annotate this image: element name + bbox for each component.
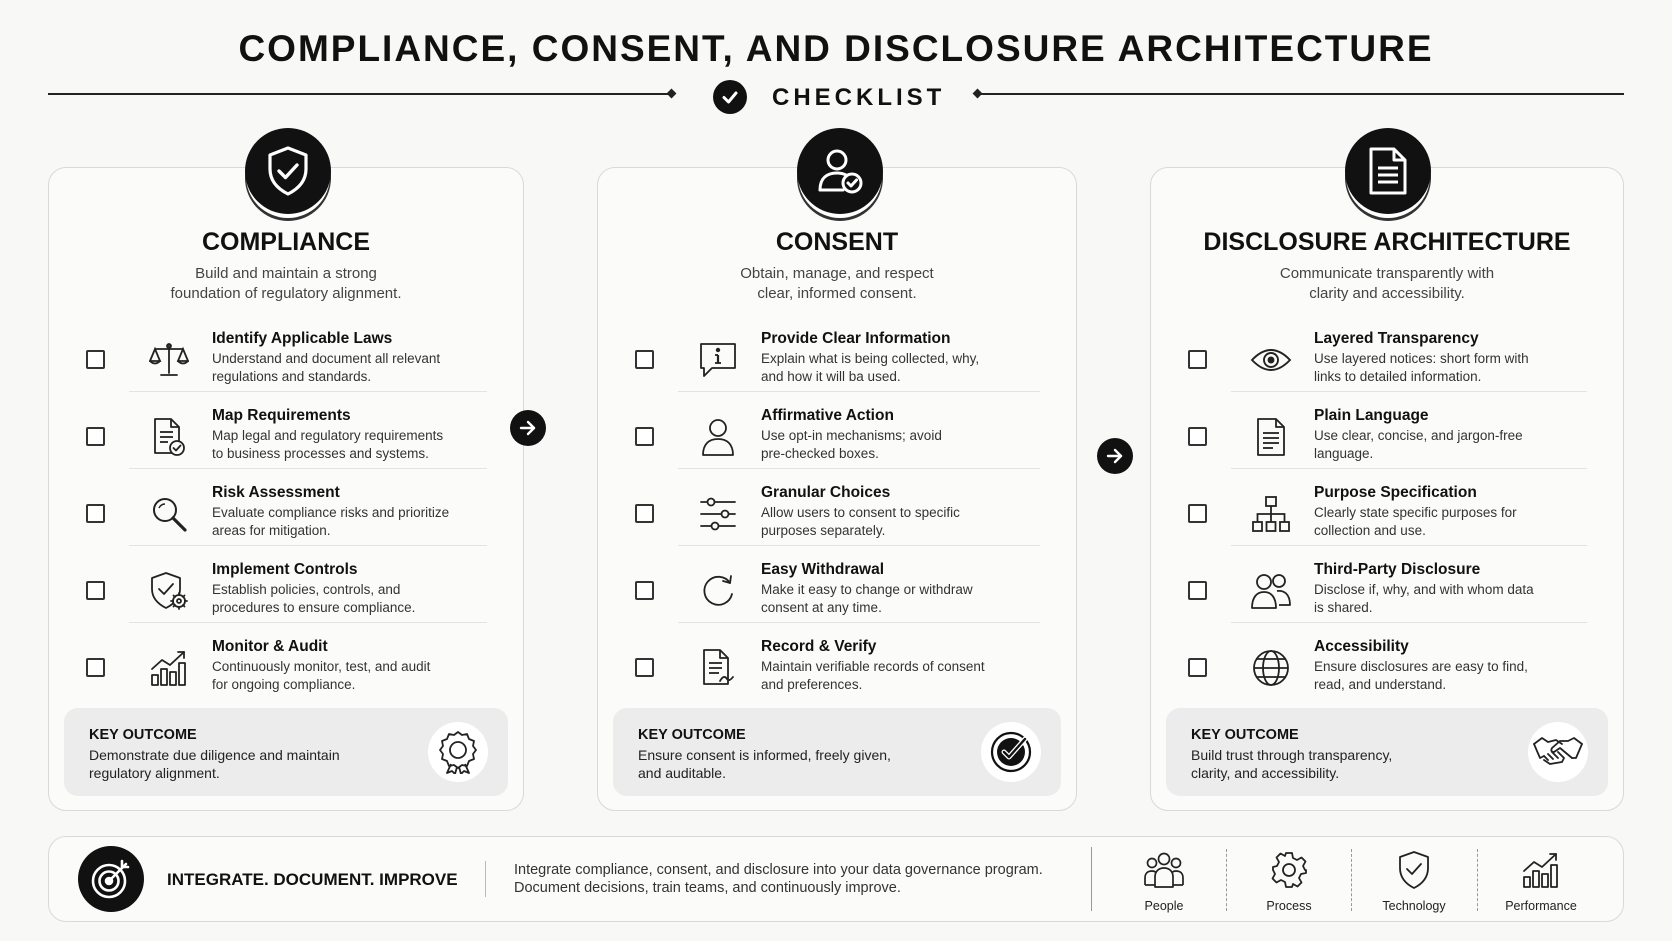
outcome-description: Build trust through transparency, clarity, and accessibility. (1191, 747, 1393, 781)
column-description: Obtain, manage, and respect clear, informed consent. (740, 265, 934, 302)
item-description: Explain what is being collected, why, and how it will ba used. (761, 351, 980, 384)
item-description: Ensure disclosures are easy to find, read, and understand. (1314, 659, 1528, 692)
checklist-item (1151, 484, 1623, 560)
item-title: Record & Verify (761, 638, 877, 655)
checklist-item (1151, 330, 1623, 406)
checklist-item (598, 484, 1076, 560)
item-description: Use layered notices: short form with links to detailed information. (1314, 351, 1529, 384)
item-separator (129, 545, 487, 546)
item-title: Granular Choices (761, 484, 891, 501)
check-circle-icon (981, 722, 1041, 782)
item-title: Risk Assessment (212, 484, 340, 501)
checkbox[interactable] (1188, 350, 1207, 369)
eye-icon (1249, 338, 1293, 382)
item-description: Allow users to consent to specific purposes separately. (761, 505, 960, 538)
item-separator (129, 468, 487, 469)
item-separator (1231, 468, 1587, 469)
disclosure-card (1150, 167, 1624, 811)
user-check-icon (797, 128, 883, 214)
item-title: Layered Transparency (1314, 330, 1479, 347)
handshake-icon (1528, 722, 1588, 782)
shield-gear-icon (147, 569, 191, 613)
item-separator (129, 391, 487, 392)
item-separator (678, 391, 1040, 392)
item-title: Third-Party Disclosure (1314, 561, 1481, 578)
column-title: DISCLOSURE ARCHITECTURE (1203, 228, 1571, 256)
item-separator (678, 468, 1040, 469)
checkbox[interactable] (635, 427, 654, 446)
item-description: Maintain verifiable records of consent and preferences. (761, 659, 985, 692)
outcome-title: KEY OUTCOME (89, 727, 197, 743)
pillar-process (1234, 847, 1344, 915)
checkbox[interactable] (635, 504, 654, 523)
item-title: Purpose Specification (1314, 484, 1477, 501)
hierarchy-icon (1249, 492, 1293, 536)
pillar-performance (1486, 847, 1596, 915)
subtitle-row (48, 80, 1624, 116)
column-title: COMPLIANCE (201, 228, 371, 256)
item-description: Continuously monitor, test, and audit for ongoing compliance. (212, 659, 431, 692)
item-description: Use clear, concise, and jargon-free language. (1314, 428, 1523, 461)
person-icon (696, 415, 740, 459)
checkbox[interactable] (86, 427, 105, 446)
item-description: Understand and document all relevant regulations and standards. (212, 351, 441, 384)
shield-check-icon (245, 128, 331, 214)
checklist-item (598, 407, 1076, 483)
document-signed-icon (696, 646, 740, 690)
shield-check-icon (1359, 847, 1469, 893)
item-description: Make it easy to change or withdraw consent at any time. (761, 582, 973, 615)
checkbox[interactable] (86, 581, 105, 600)
outcome-title: KEY OUTCOME (638, 727, 746, 743)
check-circle-icon (713, 80, 747, 114)
checklist-item (49, 407, 523, 483)
checkbox[interactable] (1188, 581, 1207, 600)
checkbox[interactable] (635, 581, 654, 600)
item-title: Monitor & Audit (212, 638, 328, 655)
item-title: Easy Withdrawal (761, 561, 885, 578)
pillar-divider (1351, 849, 1352, 911)
item-description: Map legal and regulatory requirements to business processes and systems. (212, 428, 444, 461)
page-title: COMPLIANCE, CONSENT, AND DISCLOSURE ARCHITECTURE (238, 28, 1434, 69)
item-title: Plain Language (1314, 407, 1429, 424)
pillar-label: Technology (1382, 899, 1446, 913)
next-arrow-button[interactable] (510, 410, 546, 446)
checklist-item (598, 638, 1076, 714)
key-outcome (613, 708, 1061, 796)
target-icon (78, 846, 144, 912)
item-separator (1231, 622, 1587, 623)
item-title: Provide Clear Information (761, 330, 951, 347)
outcome-title: KEY OUTCOME (1191, 727, 1299, 743)
item-title: Implement Controls (212, 561, 358, 578)
next-arrow-button[interactable] (1097, 438, 1133, 474)
award-ribbon-icon (428, 722, 488, 782)
checklist-item (49, 561, 523, 637)
bottom-banner (48, 836, 1624, 922)
item-description: Use opt-in mechanisms; avoid pre-checked boxes. (761, 428, 942, 461)
checklist-item (49, 638, 523, 714)
item-separator (678, 622, 1040, 623)
column-description: Build and maintain a strong foundation of regulatory alignment. (170, 265, 402, 302)
checkbox[interactable] (86, 658, 105, 677)
pillar-people (1109, 847, 1219, 915)
item-description: Evaluate compliance risks and prioritize areas for mitigation. (212, 505, 450, 538)
bar-chart-icon (1486, 847, 1596, 893)
banner-divider (485, 861, 486, 897)
magnifier-icon (147, 492, 191, 536)
team-icon (1109, 847, 1219, 893)
consent-card (597, 167, 1077, 811)
key-outcome (1166, 708, 1608, 796)
checklist-item (1151, 407, 1623, 483)
divider-line (48, 93, 673, 95)
refresh-icon (696, 569, 740, 613)
checkbox[interactable] (1188, 504, 1207, 523)
checkbox[interactable] (86, 350, 105, 369)
growth-chart-icon (147, 646, 191, 690)
checkbox[interactable] (635, 658, 654, 677)
people-icon (1249, 569, 1293, 613)
scales-icon (147, 338, 191, 382)
pillar-technology (1359, 847, 1469, 915)
banner-title: INTEGRATE. DOCUMENT. IMPROVE (167, 870, 458, 889)
checklist-item (49, 484, 523, 560)
divider-line (976, 93, 1624, 95)
item-title: Identify Applicable Laws (212, 330, 393, 347)
info-bubble-icon (696, 338, 740, 382)
pillar-label: People (1144, 899, 1184, 913)
sliders-icon (696, 492, 740, 536)
item-title: Map Requirements (212, 407, 351, 424)
globe-icon (1249, 646, 1293, 690)
checklist-item (49, 330, 523, 406)
compliance-card (48, 167, 524, 811)
outcome-description: Ensure consent is informed, freely given, and auditable. (638, 747, 891, 781)
key-outcome (64, 708, 508, 796)
subtitle: CHECKLIST (772, 84, 946, 111)
page-icon (1249, 415, 1293, 459)
pillar-divider (1226, 849, 1227, 911)
column-description: Communicate transparently with clarity and accessibility. (1279, 265, 1495, 302)
item-description: Disclose if, why, and with whom data is shared. (1314, 582, 1534, 615)
checklist-item (598, 330, 1076, 406)
banner-description: Integrate compliance, consent, and disclosure into your data governance program. Document decisions, train teams, and continuously improve. (514, 862, 1043, 896)
outcome-description: Demonstrate due diligence and maintain regulatory alignment. (89, 747, 340, 781)
checkbox[interactable] (86, 504, 105, 523)
item-title: Affirmative Action (761, 407, 894, 424)
checkbox[interactable] (635, 350, 654, 369)
item-separator (1231, 545, 1587, 546)
pillar-label: Process (1266, 899, 1312, 913)
checklist-item (598, 561, 1076, 637)
item-separator (678, 545, 1040, 546)
divider-dot (667, 89, 677, 99)
document-check-icon (147, 415, 191, 459)
column-title: CONSENT (775, 228, 899, 256)
checklist-item (1151, 561, 1623, 637)
item-separator (129, 622, 487, 623)
gear-icon (1234, 847, 1344, 893)
banner-divider (1091, 847, 1092, 911)
pillar-label: Performance (1505, 899, 1577, 913)
pillar-divider (1477, 849, 1478, 911)
item-separator (1231, 391, 1587, 392)
checklist-item (1151, 638, 1623, 714)
checkbox[interactable] (1188, 658, 1207, 677)
checkbox[interactable] (1188, 427, 1207, 446)
item-description: Establish policies, controls, and procedures to ensure compliance. (212, 582, 416, 615)
document-icon (1345, 128, 1431, 214)
item-title: Accessibility (1314, 638, 1409, 655)
item-description: Clearly state specific purposes for collection and use. (1314, 505, 1517, 538)
